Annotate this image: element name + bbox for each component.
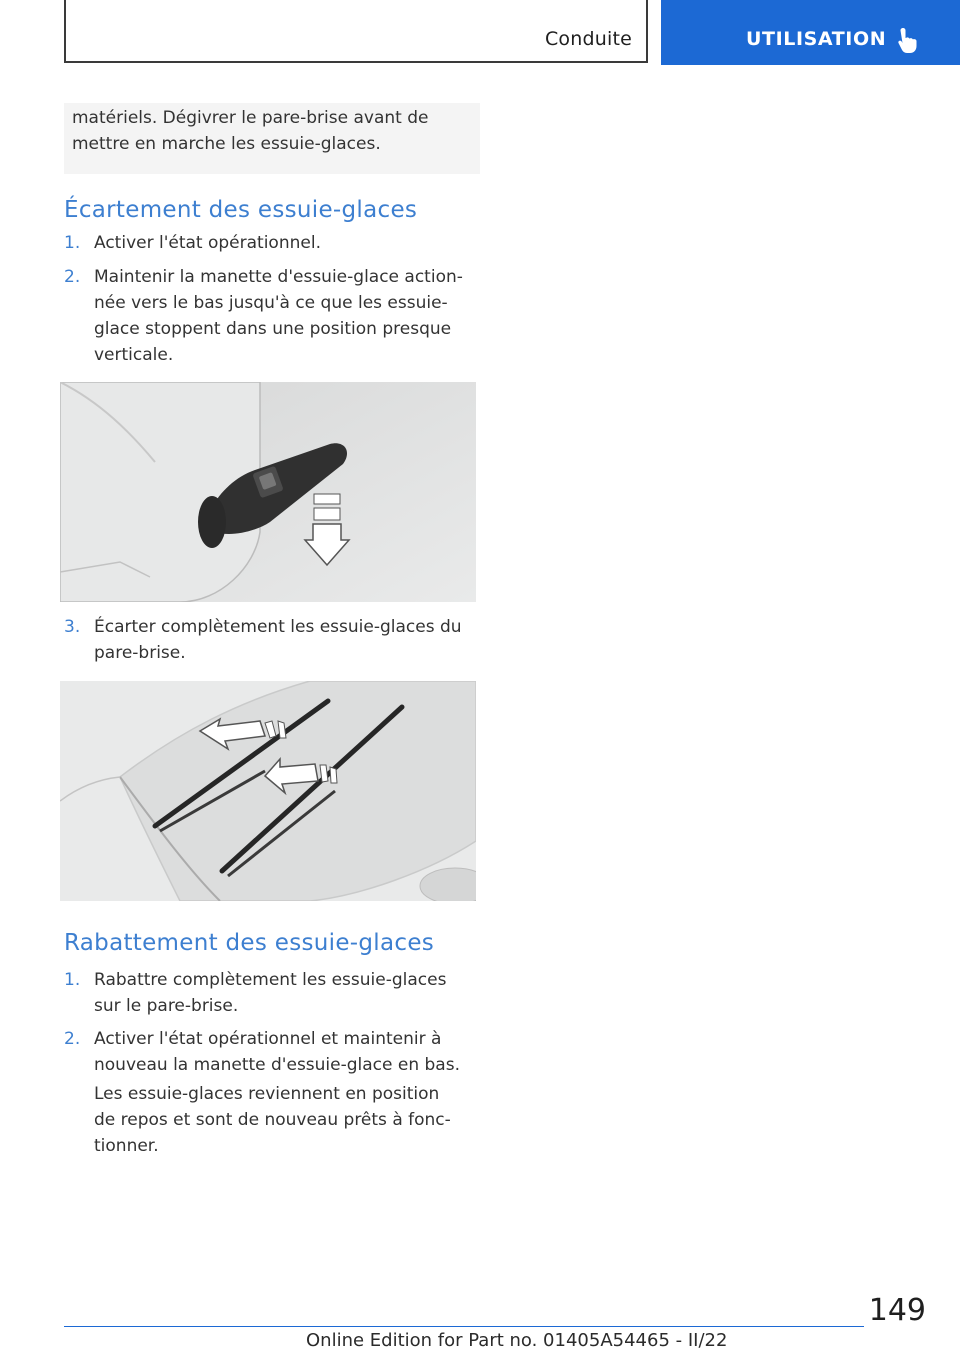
figure-wiper-stalk — [60, 382, 476, 602]
header-section-box — [64, 0, 648, 63]
step-text: Rabattre complètement les essuie-glaces sur le pare-brise. — [94, 970, 447, 1016]
step-text: Activer l'état opérationnel et maintenir à nouveau la manette d'essuie-glace en bas. — [94, 1029, 460, 1075]
step-number: 1. — [64, 233, 81, 253]
note-line: matériels. Dégivrer le pare-brise avant de — [72, 108, 429, 128]
windshield-wipers-illustration — [60, 681, 476, 901]
pointing-hand-icon — [896, 26, 922, 54]
note-line: mettre en marche les essuie-glaces. — [72, 134, 381, 154]
figure-windshield-wipers — [60, 681, 476, 901]
page-number: 149 — [868, 1293, 926, 1328]
section-title-spread: Écartement des essuie-glaces — [64, 197, 418, 223]
header-section-label: Conduite — [544, 28, 632, 50]
header-chapter-tab[interactable] — [661, 0, 960, 65]
step-number: 3. — [64, 617, 81, 637]
step-number: 2. — [64, 1029, 81, 1049]
section-title-fold: Rabattement des essuie-glaces — [64, 930, 435, 956]
header-chapter-label: UTILISATION — [746, 28, 887, 50]
step-text: Écarter complètement les essuie-glaces du pare-brise. — [94, 617, 462, 663]
wiper-stalk-illustration — [60, 382, 476, 602]
footer-edition-text: Online Edition for Part no. 01405A54465 - II/22 — [306, 1330, 728, 1351]
warning-note-box — [64, 103, 480, 174]
warning-note-text — [72, 105, 472, 157]
step-text: Activer l'état opérationnel. — [94, 233, 321, 253]
step-number: 1. — [64, 970, 81, 990]
step-number: 2. — [64, 267, 81, 287]
footer-divider — [64, 1326, 864, 1327]
result-paragraph: Les essuie-glaces reviennent en position de repos et sont de nouveau prêts à fonc- tionner. — [94, 1084, 451, 1156]
step-text: Maintenir la manette d'essuie-glace action- née vers le bas jusqu'à ce que les essuie- glace stoppent dans une position presque verticale. — [94, 267, 463, 365]
